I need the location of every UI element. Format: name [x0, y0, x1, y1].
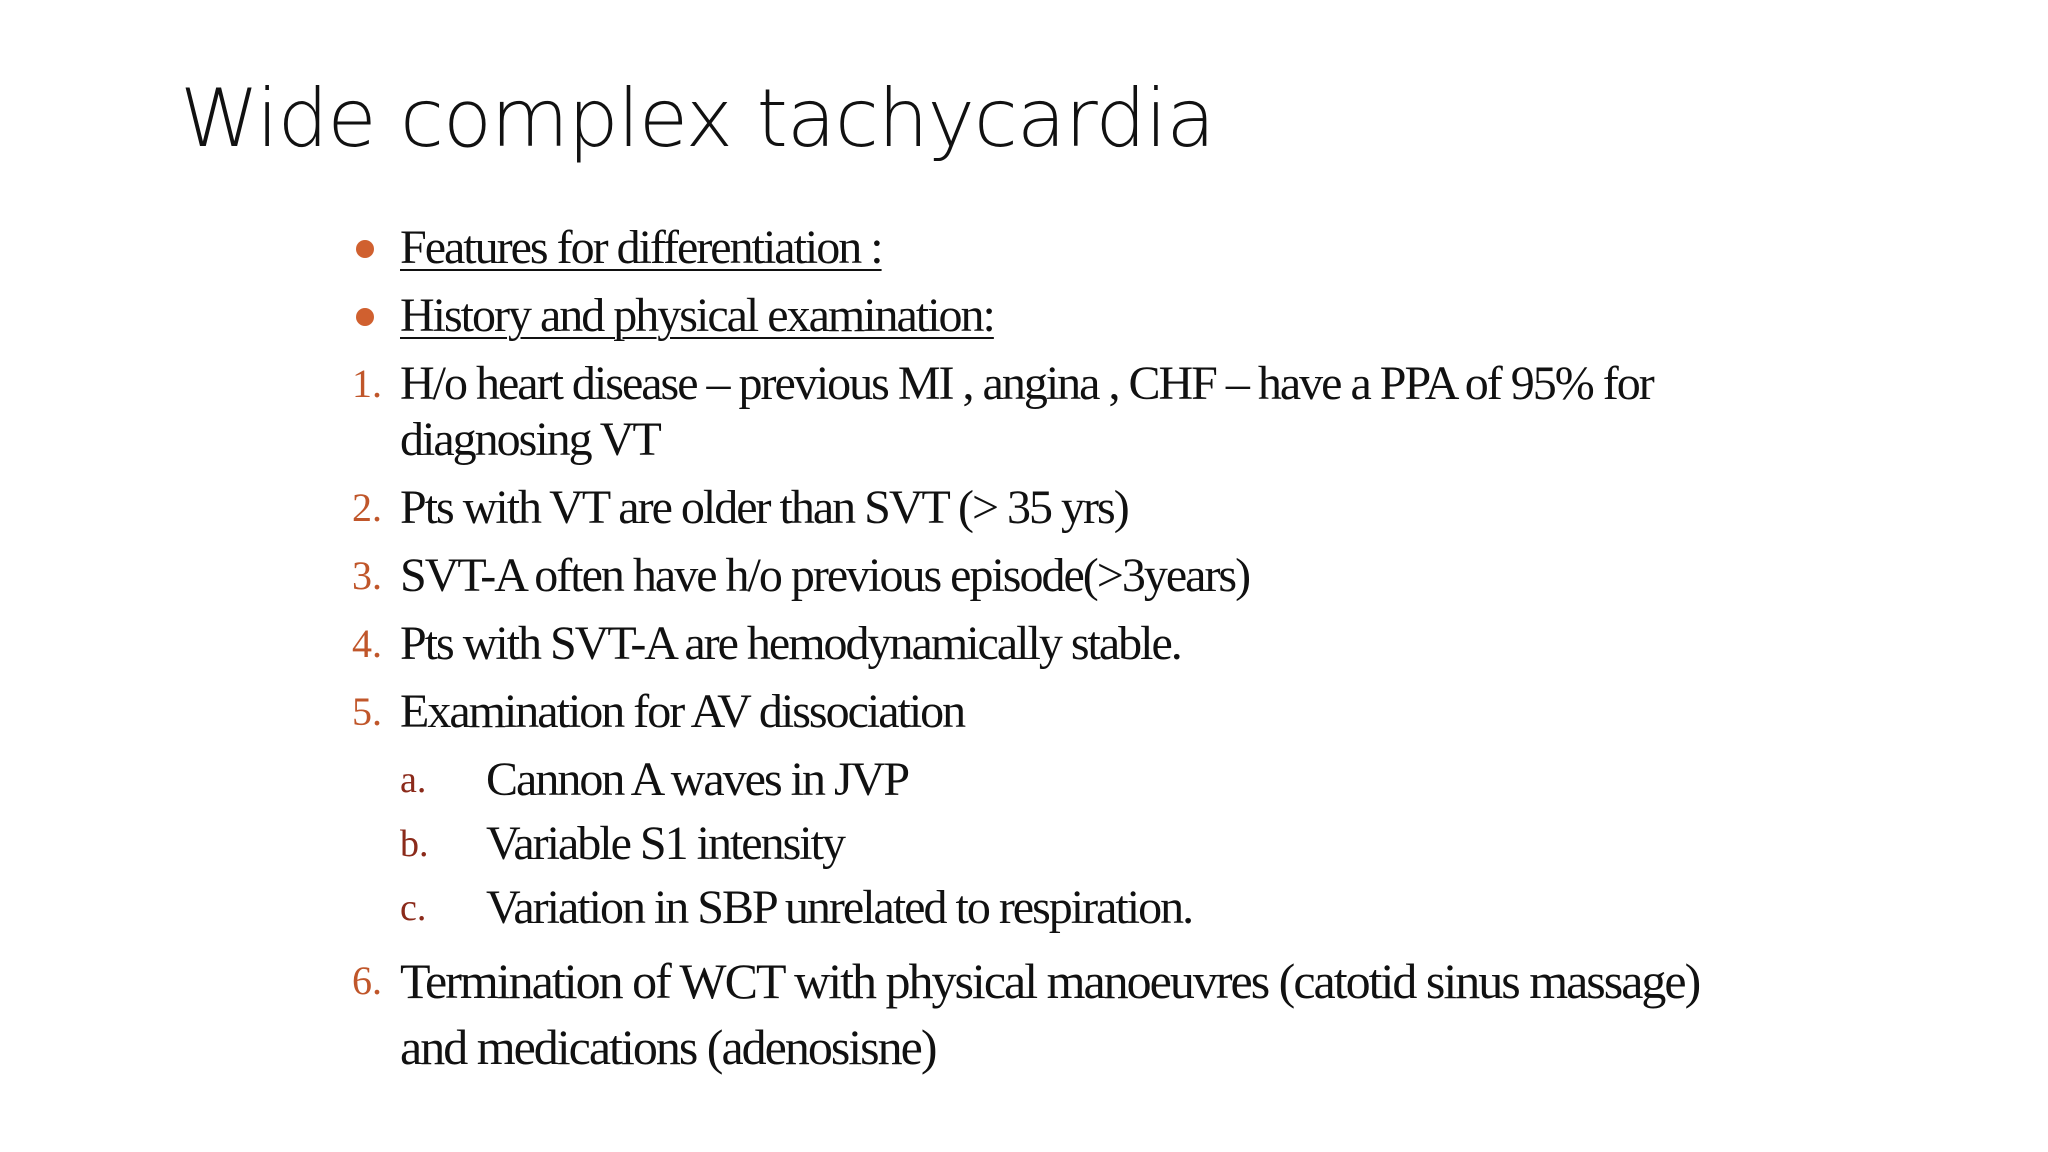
- numbered-item: [350, 684, 1700, 740]
- item-text: Pts with SVT-A are hemodynamically stable.: [400, 617, 1181, 670]
- slide-body: [350, 220, 1700, 1092]
- sub-item: [350, 752, 1700, 808]
- item-number: 6.: [352, 958, 382, 1003]
- sub-item-letter: b.: [400, 823, 429, 865]
- item-text: Examination for AV dissociation: [400, 685, 965, 738]
- numbered-item: [350, 480, 1700, 536]
- sub-item-letter: a.: [400, 759, 427, 801]
- numbered-item: [350, 616, 1700, 672]
- sub-item-letter: c.: [400, 887, 427, 929]
- item-text: Pts with VT are older than SVT (> 35 yrs): [400, 481, 1128, 534]
- numbered-item: [350, 356, 1700, 468]
- item-number: 1.: [352, 361, 382, 406]
- sub-item: [350, 880, 1700, 936]
- item-text: SVT-A often have h/o previous episode(>3years): [400, 549, 1250, 602]
- bullet-item: [350, 288, 1700, 344]
- numbered-item: [350, 948, 1700, 1080]
- bullet-dot-icon: [356, 308, 374, 326]
- bullet-dot-icon: [356, 240, 374, 258]
- bullet-item: [350, 220, 1700, 276]
- bullet-text: Features for differentiation :: [400, 221, 882, 274]
- item-text: H/o heart disease – previous MI , angina , CHF – have a PPA of 95% for diagnosing VT: [400, 357, 1653, 466]
- slide-title: Wide complex tachycardia: [180, 72, 1215, 165]
- bullet-text: History and physical examination:: [400, 289, 994, 342]
- item-text: Termination of WCT with physical manoeuvres (catotid sinus massage) and medications (adenosisne): [400, 953, 1700, 1075]
- item-number: 3.: [352, 553, 382, 598]
- item-number: 5.: [352, 689, 382, 734]
- item-number: 2.: [352, 485, 382, 530]
- sub-item-text: Cannon A waves in JVP: [486, 753, 909, 806]
- item-number: 4.: [352, 621, 382, 666]
- numbered-item: [350, 548, 1700, 604]
- sub-item-text: Variation in SBP unrelated to respiration.: [486, 881, 1193, 934]
- sub-item: [350, 816, 1700, 872]
- sub-item-text: Variable S1 intensity: [486, 817, 844, 870]
